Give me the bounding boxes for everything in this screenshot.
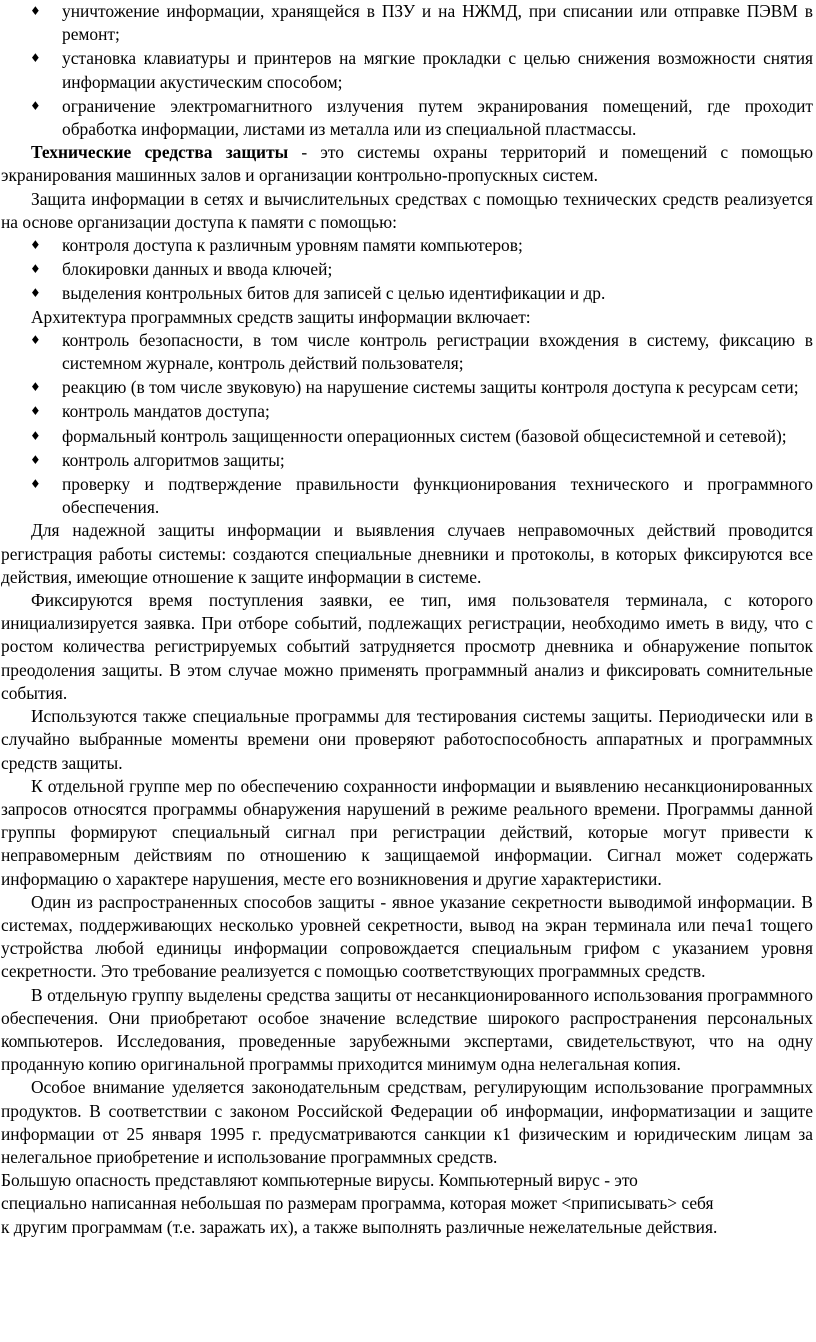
list-item: ♦ контроль мандатов доступа; xyxy=(1,400,813,423)
bullet-list-access xyxy=(1,234,813,306)
architecture-paragraph: Архитектура программных средств защиты информации включает: xyxy=(31,306,531,327)
diamond-bullet-icon: ♦ xyxy=(30,98,41,113)
tech-means-paragraph: Технические средства защиты - это системы охраны территорий и помещений с помощью экранирования машинных залов и организации контрольно-пропускных систем. xyxy=(1,142,813,186)
diamond-bullet-icon: ♦ xyxy=(30,477,41,492)
list-item: ♦ ограничение электромагнитного излучения путем экранирования помещений, где проходит обработка информации, листами из металла или из специальной пластмассы. xyxy=(30,95,813,140)
diamond-bullet-icon: ♦ xyxy=(30,404,41,419)
diamond-bullet-icon: ♦ xyxy=(30,332,41,347)
diamond-bullet-icon: ♦ xyxy=(30,452,41,467)
diamond-bullet-icon: ♦ xyxy=(30,262,41,277)
list-item: ♦ формальный контроль защищенности операционных систем (базовой общесистемной и сетевой); xyxy=(1,425,813,448)
body-paragraph: Используются также специальные программы для тестирования системы защиты. Периодически или в случайно выбранные моменты времени они проверяют работоспособность аппаратных и программных средств защиты. xyxy=(1,706,813,773)
body-paragraph: Особое внимание уделяется законодательным средствам, регулирующим использование программных продуктов. В соответствии с законом Российской Федерации об информации, информатизации и защите информации от 25 января 1995 г. предусматриваются санкции к1 физическим и юридическим лицам за нелегальное приобретение и использование программных средств. xyxy=(1,1077,813,1167)
list-item: ♦ проверку и подтверждение правильности функционирования технического и программного обеспечения. xyxy=(30,474,813,518)
list-item: ♦ контроль безопасности, в том числе контроль регистрации вхождения в систему, фиксацию в системном журнале, контроль действий пользователя; xyxy=(30,329,813,374)
list-item: ♦ контроль алгоритмов защиты; xyxy=(1,449,813,472)
text-line: специально написанная небольшая по размерам программа, которая может <приписывать> себя xyxy=(1,1193,714,1214)
list-item: ♦ установка клавиатуры и принтеров на мягкие прокладки с целью снижения возможности снятия информации акустическим способом; xyxy=(30,48,813,92)
body-paragraph: В отдельную группу выделены средства защиты от несанкционированного использования программного обеспечения. Они приобретают особое значение вследствие широкого распространения персональных компьютеров. Исследования, проведенные зарубежными экспертами, свидетельствуют, что на одну проданную копию оригинальной программы приходится минимум одна нелегальная копия. xyxy=(1,984,813,1075)
body-paragraph: Фиксируются время поступления заявки, ее тип, имя пользователя терминала, с которого инициализируется заявка. При отборе событий, подлежащих регистрации, необходимо иметь в виду, что с ростом количества регистрируемых событий затрудняется просмотр дневника и обнаружение попыток преодоления защиты. В этом случае можно применять программный анализ и фиксировать сомнительные события. xyxy=(1,590,813,703)
bullet-list-measures xyxy=(1,0,813,141)
diamond-bullet-icon: ♦ xyxy=(30,51,41,66)
list-item: ♦ выделения контрольных битов для записей с целью идентификации и др. xyxy=(1,282,813,305)
diamond-bullet-icon: ♦ xyxy=(30,238,41,253)
list-item: ♦ уничтожение информации, хранящейся в ПЗУ и на НЖМД, при списании или отправке ПЭВМ в ремонт; xyxy=(30,1,813,45)
diamond-bullet-icon: ♦ xyxy=(30,4,41,18)
network-protection-paragraph: Защита информации в сетях и вычислительных средствах с помощью технических средств реализуется на основе организации доступа к памяти с помощью: xyxy=(1,188,813,232)
text-line: к другим программам (т.е. заражать их), а также выполнять различные нежелательные действия. xyxy=(1,1216,718,1237)
bullet-list-architecture xyxy=(1,329,813,520)
list-item: ♦ контроля доступа к различным уровням памяти компьютеров; xyxy=(1,234,813,257)
body-paragraph: Один из распространенных способов защиты - явное указание секретности выводимой информации. В системах, поддерживающих несколько уровней секретности, вывод на экран терминала или печа1 тощего устройства любой единицы информации сопровождается специальным грифом с указанием уровня секретности. Это требование реализуется с помощью соответствующих программных средств. xyxy=(1,891,813,982)
virus-paragraph xyxy=(1,1169,813,1239)
body-paragraph: К отдельной группе мер по обеспечению сохранности информации и выявлению несанкционированных запросов относятся программы обнаружения нарушений в режиме реального времени. Программы данной группы формируют специальный сигнал при регистрации действий, которые могут привести к неправомерным действиям по отношению к защищаемой информации. Сигнал может содержать информацию о характере нарушения, месте его возникновения и другие характеристики. xyxy=(1,775,813,889)
diamond-bullet-icon: ♦ xyxy=(30,286,41,301)
diamond-bullet-icon: ♦ xyxy=(30,380,41,395)
tech-means-term: Технические средства защиты xyxy=(31,142,289,163)
body-paragraph: Для надежной защиты информации и выявления случаев неправомочных действий проводится регистрация работы системы: создаются специальные дневники и протоколы, в которых фиксируются все действия, имеющие отношение к защите информации в системе. xyxy=(1,520,813,587)
diamond-bullet-icon: ♦ xyxy=(30,428,41,443)
list-item: ♦ блокировки данных и ввода ключей; xyxy=(1,258,813,281)
list-item: ♦ реакцию (в том числе звуковую) на нарушение системы защиты контроля доступа к ресурсам сети; xyxy=(1,376,813,399)
text-line: Большую опасность представляют компьютерные вирусы. Компьютерный вирус - это xyxy=(1,1170,638,1191)
